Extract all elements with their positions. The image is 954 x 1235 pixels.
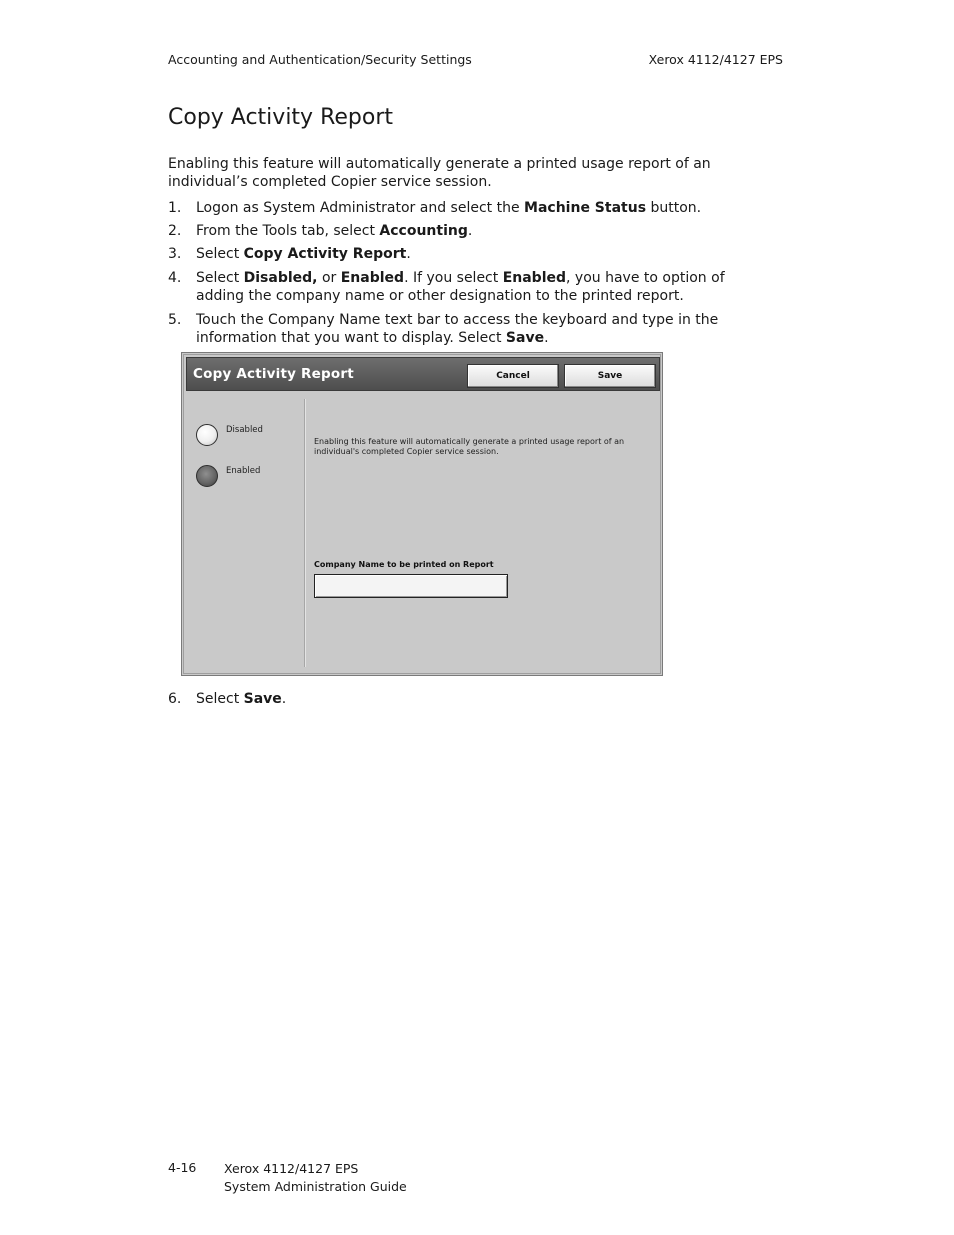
screen-title-bar [186,357,660,391]
step-number: 6. [168,691,182,707]
step-text-part: Select [196,246,244,262]
footer-product: Xerox 4112/4127 EPS [224,1161,359,1176]
enabled-radio[interactable] [196,465,218,487]
step-number: 5. [168,312,182,328]
running-header-section: Accounting and Authentication/Security Settings [168,52,472,67]
save-button[interactable]: Save [564,364,656,388]
step-bold-term: Enabled [502,270,567,286]
disabled-radio-label: Disabled [226,425,263,435]
step-number: 1. [168,200,182,216]
feature-description: Enabling this feature will automatically generate a printed usage report of an individual's completed Copier service session. [314,437,625,456]
step-text-part: . [281,691,287,707]
screen-title: Copy Activity Report [193,366,354,382]
cancel-button[interactable]: Cancel [467,364,559,388]
step-text-part: , you have to option of adding the company name or other designation to the printed report. [196,270,725,304]
disabled-radio[interactable] [196,424,218,446]
page-number: 4-16 [168,1160,197,1175]
step-text [196,222,771,240]
company-name-label: Company Name to be printed on Report [314,560,494,569]
step-bold-term: Accounting [379,223,468,239]
page-title: Copy Activity Report [168,105,393,130]
intro-paragraph: Enabling this feature will automatically generate a printed usage report of an individual’s completed Copier service session. [168,156,711,190]
company-name-input[interactable] [314,574,508,598]
step-bold-term: Copy Activity Report [243,246,407,262]
step-text [196,269,771,305]
step-text-part: . [406,246,411,262]
step-number: 4. [168,270,182,286]
step-text [196,690,771,708]
step-text [196,311,771,347]
step-text-part: Select [196,691,244,707]
step-text-part: button. [646,200,702,216]
step-text-part: Logon as System Administrator and select the [196,200,525,216]
step-text [196,245,771,263]
step-text-part: or [317,270,341,286]
step-text-part: From the Tools tab, select [196,223,380,239]
step-text-part: . [544,330,549,346]
copy-activity-report-screen [181,352,663,676]
step-text-part: . [467,223,473,239]
step-bold-term: Disabled, [243,270,318,286]
step-bold-term: Machine Status [524,200,647,216]
step-bold-term: Save [505,330,545,346]
step-bold-term: Enabled [340,270,405,286]
step-text-part: . If you select [404,270,503,286]
enabled-radio-label: Enabled [226,466,261,476]
step-number: 2. [168,223,182,239]
footer-guide: System Administration Guide [224,1179,407,1194]
running-header-product: Xerox 4112/4127 EPS [648,52,783,67]
column-divider [304,399,306,667]
screen-body [183,354,661,674]
step-number: 3. [168,246,182,262]
step-text-part: Touch the Company Name text bar to access the keyboard and type in the information that you want to display. Select [196,312,719,346]
step-text [196,199,771,217]
footer-title [224,1160,407,1196]
step-bold-term: Save [243,691,282,707]
step-text-part: Select [196,270,244,286]
